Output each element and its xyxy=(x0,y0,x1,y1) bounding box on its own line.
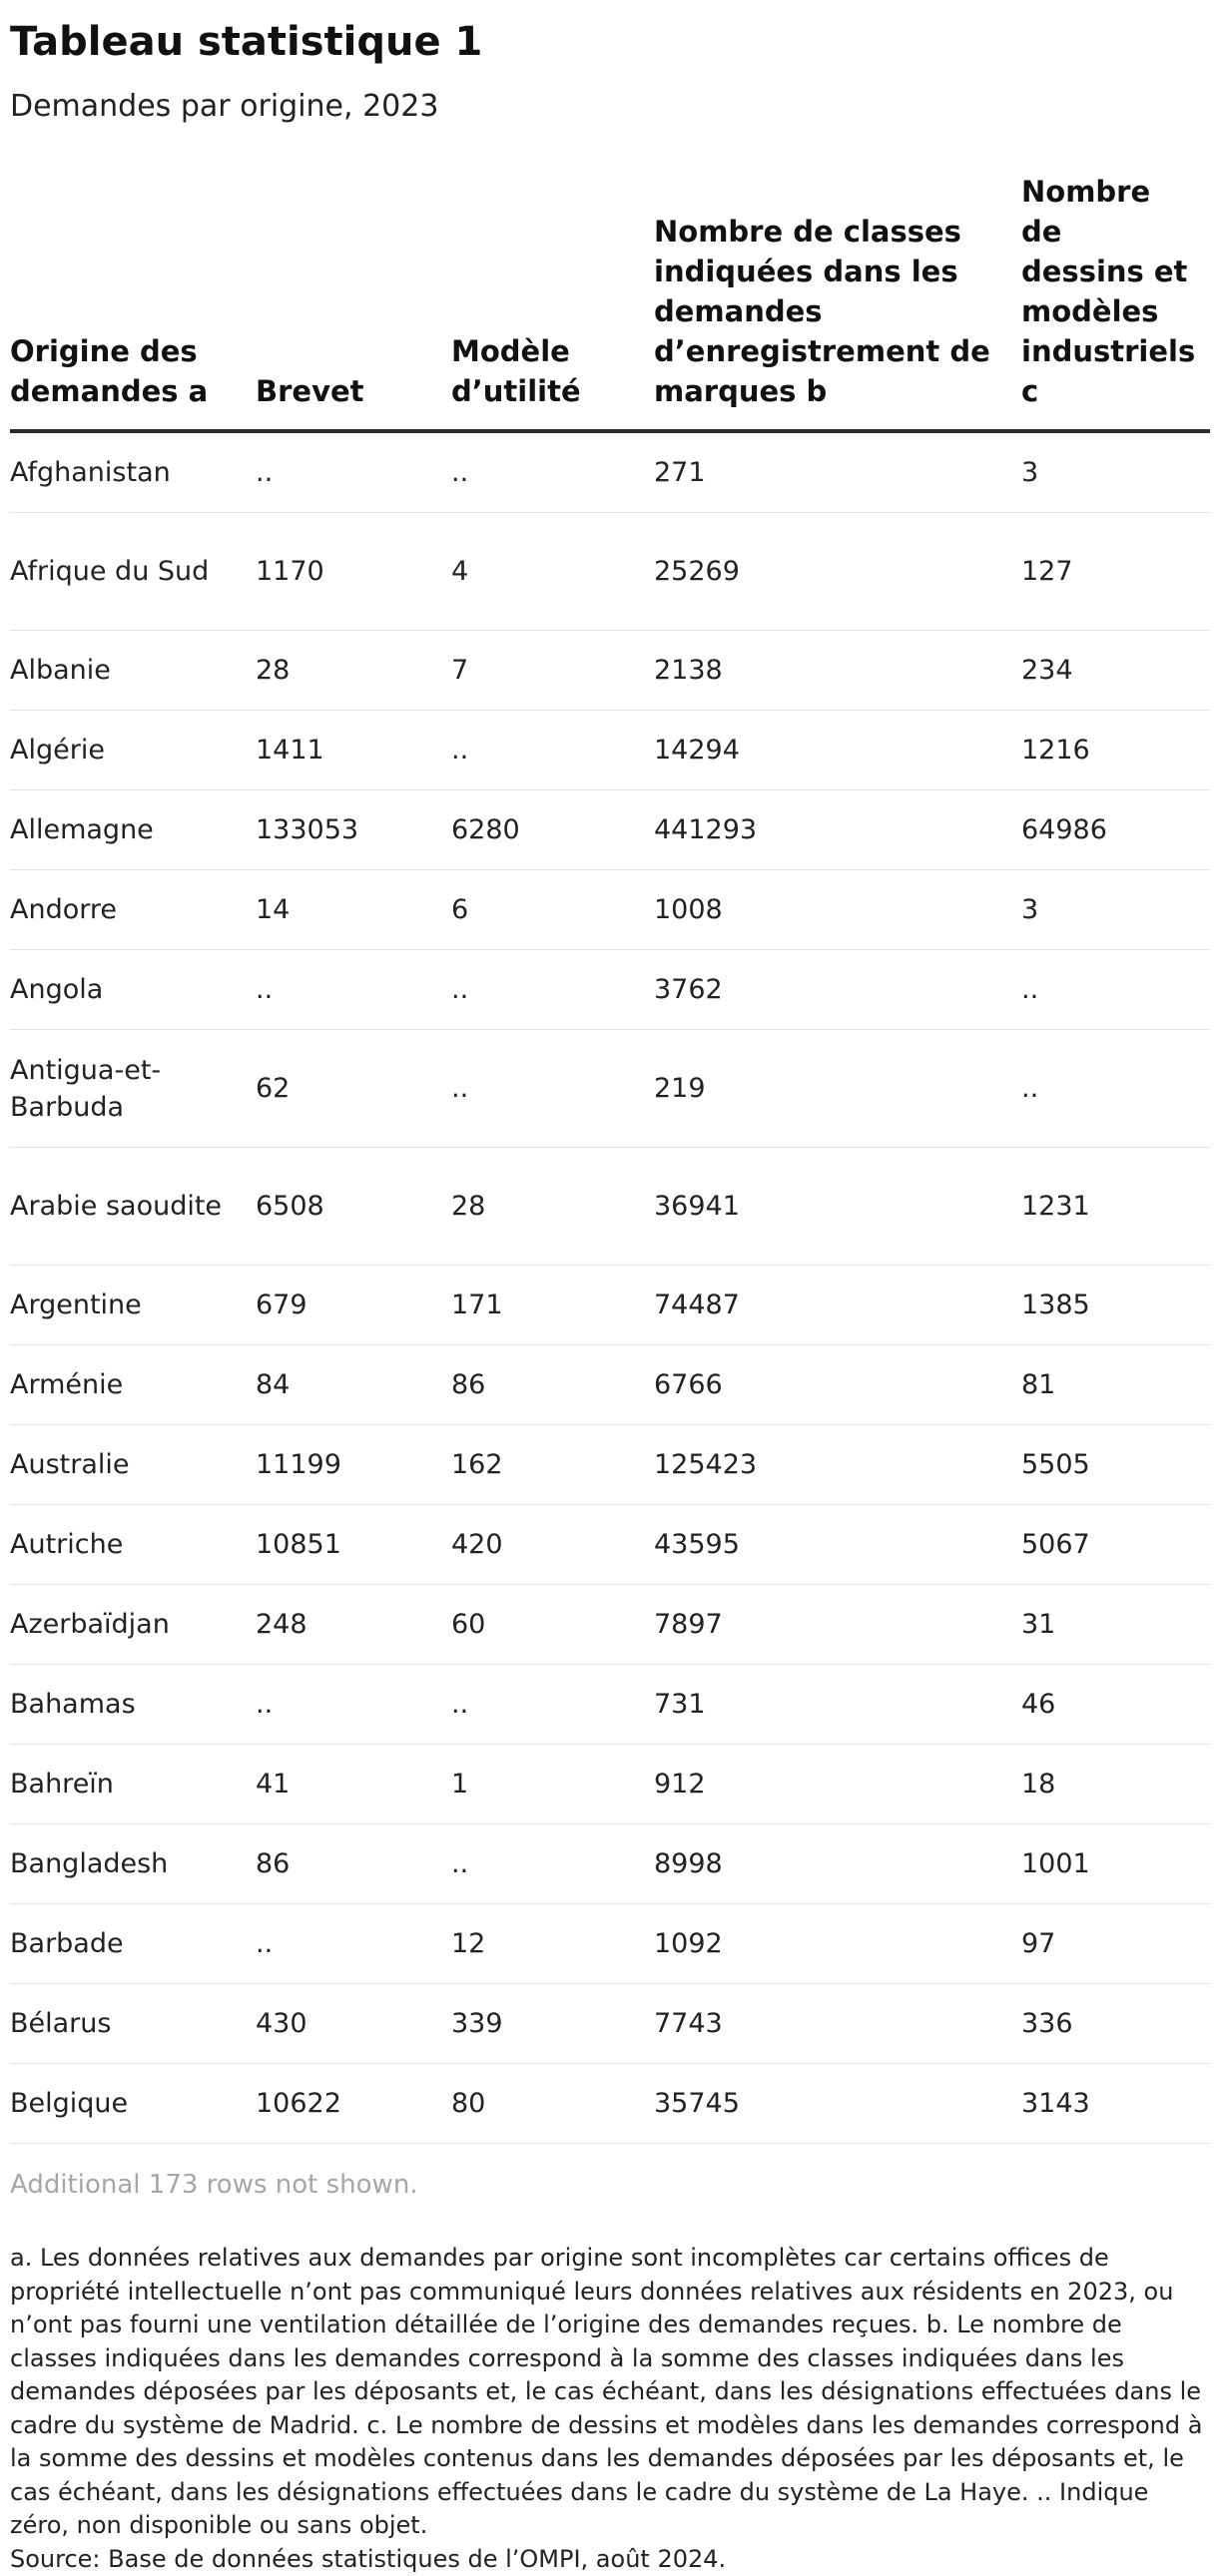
cell-brevet: 133053 xyxy=(256,790,451,870)
cell-origin: Algérie xyxy=(10,711,256,790)
cell-origin: Azerbaïdjan xyxy=(10,1585,256,1665)
cell-dessins: 31 xyxy=(1021,1585,1210,1665)
cell-modele: .. xyxy=(451,711,654,790)
column-header-dessins: Nombre de dessins et modèles industriels c xyxy=(1021,172,1210,431)
cell-origin: Bélarus xyxy=(10,1984,256,2064)
column-header-marques: Nombre de classes indiquées dans les demandes d’enregistrement de marques b xyxy=(654,172,1021,431)
cell-origin: Barbade xyxy=(10,1904,256,1984)
cell-marques: 912 xyxy=(654,1745,1021,1824)
cell-brevet: 10851 xyxy=(256,1505,451,1585)
cell-brevet: 62 xyxy=(256,1030,451,1148)
table-row xyxy=(10,631,1210,711)
cell-dessins: 234 xyxy=(1021,631,1210,711)
cell-origin: Belgique xyxy=(10,2064,256,2144)
page-title: Tableau statistique 1 xyxy=(10,0,1208,68)
cell-modele: 171 xyxy=(451,1266,654,1345)
cell-modele: 1 xyxy=(451,1745,654,1824)
cell-brevet: 86 xyxy=(256,1824,451,1904)
cell-dessins: 127 xyxy=(1021,513,1210,631)
cell-marques: 7743 xyxy=(654,1984,1021,2064)
source-note: Source: Base de données statistiques de l’OMPI, août 2024. xyxy=(10,2543,1208,2576)
table-row xyxy=(10,2064,1210,2144)
cell-modele: .. xyxy=(451,1030,654,1148)
column-header-brevet: Brevet xyxy=(256,172,451,431)
table-header-row xyxy=(10,172,1210,431)
cell-origin: Andorre xyxy=(10,870,256,950)
cell-modele: 86 xyxy=(451,1345,654,1425)
cell-marques: 1092 xyxy=(654,1904,1021,1984)
table-body xyxy=(10,431,1210,2144)
cell-marques: 271 xyxy=(654,431,1021,513)
column-header-origin: Origine des demandes a xyxy=(10,172,256,431)
cell-modele: 7 xyxy=(451,631,654,711)
cell-dessins: 3 xyxy=(1021,431,1210,513)
cell-origin: Australie xyxy=(10,1425,256,1505)
table-row xyxy=(10,711,1210,790)
cell-origin: Albanie xyxy=(10,631,256,711)
table-row xyxy=(10,870,1210,950)
cell-brevet: 6508 xyxy=(256,1148,451,1266)
cell-dessins: 18 xyxy=(1021,1745,1210,1824)
cell-modele: 80 xyxy=(451,2064,654,2144)
table-row xyxy=(10,1425,1210,1505)
cell-modele: 339 xyxy=(451,1984,654,2064)
cell-dessins: 1385 xyxy=(1021,1266,1210,1345)
cell-dessins: 5067 xyxy=(1021,1505,1210,1585)
cell-modele: 4 xyxy=(451,513,654,631)
cell-dessins: 336 xyxy=(1021,1984,1210,2064)
cell-marques: 7897 xyxy=(654,1585,1021,1665)
cell-origin: Arabie saoudite xyxy=(10,1148,256,1266)
table-row xyxy=(10,1505,1210,1585)
column-header-modele: Modèle d’utilité xyxy=(451,172,654,431)
cell-dessins: .. xyxy=(1021,1030,1210,1148)
cell-modele: 28 xyxy=(451,1148,654,1266)
cell-marques: 1008 xyxy=(654,870,1021,950)
table-row xyxy=(10,1745,1210,1824)
cell-dessins: 5505 xyxy=(1021,1425,1210,1505)
cell-dessins: 64986 xyxy=(1021,790,1210,870)
cell-marques: 441293 xyxy=(654,790,1021,870)
table-row xyxy=(10,1030,1210,1148)
rows-not-shown-note: Additional 173 rows not shown. xyxy=(10,2168,1208,2202)
cell-modele: 6280 xyxy=(451,790,654,870)
cell-marques: 25269 xyxy=(654,513,1021,631)
statistics-table xyxy=(10,172,1210,2144)
table-row xyxy=(10,1824,1210,1904)
table-row xyxy=(10,950,1210,1030)
cell-origin: Afrique du Sud xyxy=(10,513,256,631)
cell-brevet: 430 xyxy=(256,1984,451,2064)
cell-brevet: .. xyxy=(256,1904,451,1984)
cell-brevet: 11199 xyxy=(256,1425,451,1505)
cell-brevet: 1411 xyxy=(256,711,451,790)
cell-marques: 36941 xyxy=(654,1148,1021,1266)
page-subtitle: Demandes par origine, 2023 xyxy=(10,88,1208,126)
cell-dessins: 97 xyxy=(1021,1904,1210,1984)
cell-modele: .. xyxy=(451,1665,654,1745)
cell-origin: Argentine xyxy=(10,1266,256,1345)
cell-origin: Angola xyxy=(10,950,256,1030)
cell-marques: 731 xyxy=(654,1665,1021,1745)
cell-brevet: 41 xyxy=(256,1745,451,1824)
cell-brevet: 679 xyxy=(256,1266,451,1345)
cell-dessins: 3 xyxy=(1021,870,1210,950)
cell-origin: Bahreïn xyxy=(10,1745,256,1824)
cell-marques: 219 xyxy=(654,1030,1021,1148)
cell-origin: Bahamas xyxy=(10,1665,256,1745)
cell-dessins: .. xyxy=(1021,950,1210,1030)
cell-brevet: .. xyxy=(256,950,451,1030)
cell-modele: 6 xyxy=(451,870,654,950)
cell-origin: Allemagne xyxy=(10,790,256,870)
table-row xyxy=(10,1345,1210,1425)
cell-dessins: 3143 xyxy=(1021,2064,1210,2144)
cell-origin: Afghanistan xyxy=(10,431,256,513)
table-row xyxy=(10,1585,1210,1665)
cell-modele: 12 xyxy=(451,1904,654,1984)
cell-marques: 35745 xyxy=(654,2064,1021,2144)
cell-brevet: 1170 xyxy=(256,513,451,631)
cell-modele: .. xyxy=(451,431,654,513)
cell-marques: 2138 xyxy=(654,631,1021,711)
cell-dessins: 46 xyxy=(1021,1665,1210,1745)
cell-brevet: 14 xyxy=(256,870,451,950)
table-row xyxy=(10,1266,1210,1345)
table-row xyxy=(10,513,1210,631)
cell-brevet: 10622 xyxy=(256,2064,451,2144)
table-row xyxy=(10,1984,1210,2064)
cell-brevet: .. xyxy=(256,431,451,513)
cell-modele: 60 xyxy=(451,1585,654,1665)
footnotes: a. Les données relatives aux demandes par origine sont incomplètes car certains offices de propriété intellectuelle n’ont pas communiqué leurs données relatives aux résidents en 2023, ou n’ont pas fourni une ventilation détaillée de l’origine des demandes reçues. b. Le nombre de classes indiquées dans les demandes correspond à la somme des classes indiquées dans les demandes déposées par les déposants et, le cas échéant, dans les désignations effectuées dans le cadre du système de Madrid. c. Le nombre de dessins et modèles dans les demandes correspond à la somme des dessins et modèles contenus dans les demandes déposées par les déposants et, le cas échéant, dans les désignations effectuées dans le cadre du système de La Haye. .. Indique zéro, non disponible ou sans objet. xyxy=(10,2242,1208,2543)
cell-marques: 6766 xyxy=(654,1345,1021,1425)
table-row xyxy=(10,790,1210,870)
cell-dessins: 1216 xyxy=(1021,711,1210,790)
cell-origin: Autriche xyxy=(10,1505,256,1585)
cell-modele: 162 xyxy=(451,1425,654,1505)
cell-marques: 8998 xyxy=(654,1824,1021,1904)
table-row xyxy=(10,431,1210,513)
cell-brevet: 84 xyxy=(256,1345,451,1425)
cell-origin: Arménie xyxy=(10,1345,256,1425)
cell-modele: .. xyxy=(451,1824,654,1904)
cell-dessins: 1231 xyxy=(1021,1148,1210,1266)
cell-brevet: 28 xyxy=(256,631,451,711)
cell-dessins: 81 xyxy=(1021,1345,1210,1425)
table-row xyxy=(10,1904,1210,1984)
cell-modele: .. xyxy=(451,950,654,1030)
cell-modele: 420 xyxy=(451,1505,654,1585)
cell-marques: 125423 xyxy=(654,1425,1021,1505)
cell-marques: 3762 xyxy=(654,950,1021,1030)
cell-marques: 14294 xyxy=(654,711,1021,790)
table-row xyxy=(10,1148,1210,1266)
cell-origin: Antigua-et-Barbuda xyxy=(10,1030,256,1148)
cell-origin: Bangladesh xyxy=(10,1824,256,1904)
cell-brevet: .. xyxy=(256,1665,451,1745)
cell-dessins: 1001 xyxy=(1021,1824,1210,1904)
cell-brevet: 248 xyxy=(256,1585,451,1665)
table-row xyxy=(10,1665,1210,1745)
cell-marques: 43595 xyxy=(654,1505,1021,1585)
cell-marques: 74487 xyxy=(654,1266,1021,1345)
